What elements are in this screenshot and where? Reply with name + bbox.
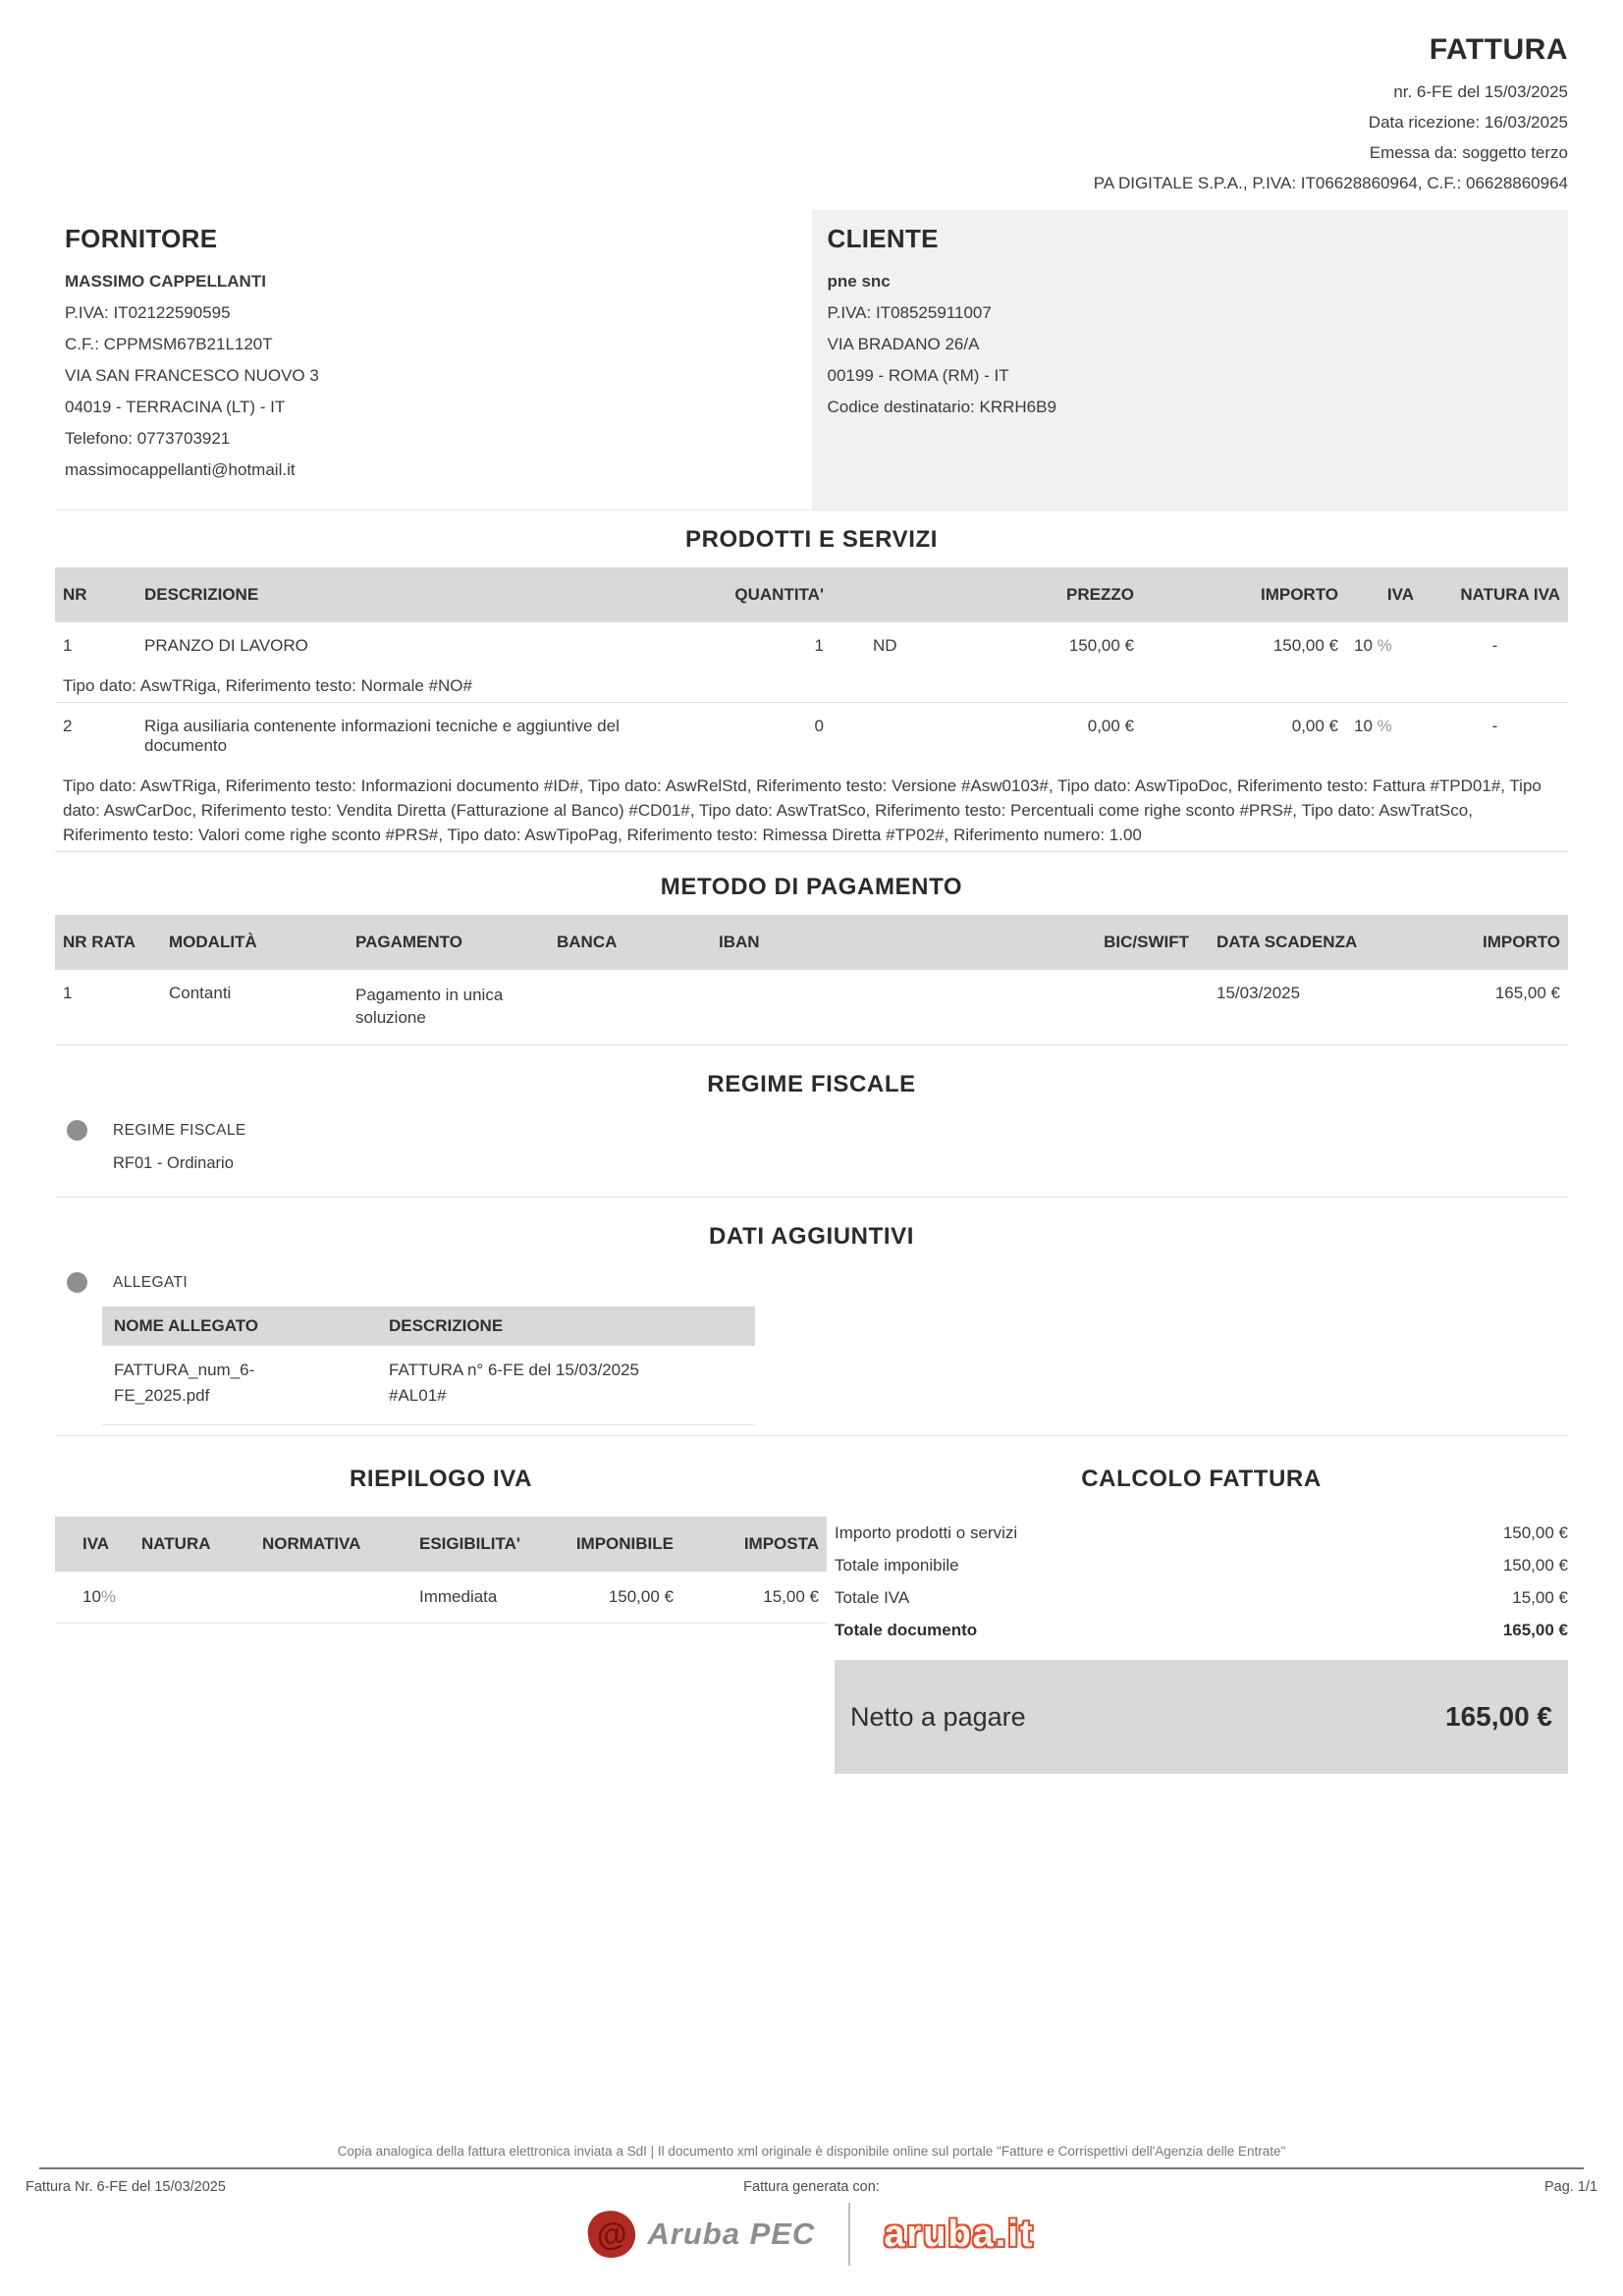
payment-amount: 165,00 € [1494,984,1560,1002]
col-header-importo: IMPORTO [1403,915,1568,970]
supplier-phone: Telefono: 0773703921 [65,429,231,448]
aruba-pec-logo [588,2211,815,2258]
product-row [55,622,1568,703]
vat-percent-sign: % [100,1587,117,1606]
product-vat [1346,622,1422,660]
attachment-description-text: FATTURA n° 6-FE del 15/03/2025 #AL01# [389,1361,639,1405]
calc-label: Totale imponibile [835,1556,959,1575]
customer-address: VIA BRADANO 26/A [827,335,980,353]
invoice-calc-rows [835,1517,1568,1646]
product-quantity: 0 [814,717,824,735]
col-header-scadenza: DATA SCADENZA [1197,915,1403,970]
regime-section-title: REGIME FISCALE [707,1071,916,1097]
payment-nr: 1 [63,984,73,1002]
invoice-calc-block [827,1466,1568,1774]
col-header-imposta: IMPOSTA [681,1517,827,1572]
attachment-description [377,1346,755,1425]
supplier-address: VIA SAN FRANCESCO NUOVO 3 [65,366,319,385]
net-to-pay-label: Netto a pagare [850,1701,1026,1732]
attachment-file-name [102,1346,377,1425]
vat-percent-sign: % [1377,636,1392,655]
col-header-nome-allegato: NOME ALLEGATO [102,1307,377,1346]
col-header-prezzo: PREZZO [968,567,1142,622]
col-header-nr: NR [55,567,136,622]
summary-section [55,1466,1568,1774]
section-divider [55,1435,1568,1436]
supplier-email: massimocappellanti@hotmail.it [65,460,296,479]
supplier-vat: P.IVA: IT02122590595 [65,303,231,322]
col-header-natura: NATURA [134,1517,254,1572]
product-vat [1346,703,1422,761]
col-header-descrizione: DESCRIZIONE [136,567,711,622]
attachments-table [102,1307,755,1425]
col-header-esigibilita: ESIGIBILITA' [411,1517,549,1572]
col-header-modalita: MODALITÀ [161,915,348,970]
section-divider [55,1197,1568,1198]
footer-page-number: Pag. 1/1 [1544,2179,1598,2195]
vat-normativa [254,1572,411,1624]
supplier-block [55,210,812,509]
vat-summary-row [55,1572,827,1624]
document-header [0,0,1623,198]
col-header-banca: BANCA [549,915,711,970]
vat-summary-header [55,1517,827,1572]
calc-row-products [835,1517,1568,1549]
product-amount: 0,00 € [1291,717,1338,735]
product-quantity: 1 [814,636,824,655]
calc-value: 15,00 € [1512,1588,1568,1607]
issued-by-line: Emessa da: soggetto terzo [1369,143,1568,162]
vat-imposta: 15,00 € [681,1572,827,1624]
supplier-name: MASSIMO CAPPELLANTI [65,272,266,291]
bullet-icon [67,1272,87,1293]
col-header-imponibile: IMPONIBILE [549,1517,681,1572]
footer-disclaimer: Copia analogica della fattura elettronica inviata a SdI | Il documento xml originale è disponibile online sul portale "Fatture e Corrispettivi dell'Agenzia delle Entrate" [337,2144,1286,2159]
product-nr: 1 [63,636,73,655]
product-nr: 2 [63,717,73,735]
col-header-iva: IVA [55,1517,134,1572]
customer-name: pne snc [827,272,891,291]
page-title: FATTURA [1429,33,1568,66]
product-unit [832,703,968,761]
col-header-importo: IMPORTO [1142,567,1346,622]
calc-row-vat [835,1581,1568,1614]
vat-value: 10 [1354,717,1373,735]
customer-vat: P.IVA: IT08525911007 [827,303,992,322]
attachments-bullet-row [67,1272,1568,1293]
calc-label: Importo prodotti o servizi [835,1523,1018,1542]
col-header-um [832,567,968,622]
payment-table-header [55,915,1568,970]
additional-data-section-title: DATI AGGIUNTIVI [709,1223,914,1250]
vat-summary-title: RIEPILOGO IVA [349,1466,533,1492]
col-header-iban: IBAN [711,915,1069,970]
col-header-quantita: QUANTITA' [711,567,832,622]
vat-rate-value: 10 [82,1587,101,1606]
calc-label: Totale documento [835,1621,978,1639]
receipt-date-line: Data ricezione: 16/03/2025 [1368,113,1568,132]
net-to-pay-value: 165,00 € [1445,1701,1552,1732]
payment-type: Pagamento in unica soluzione [355,986,504,1027]
vat-summary-block [55,1466,827,1774]
col-header-iva: IVA [1346,567,1422,622]
col-header-bic: BIC/SWIFT [1069,915,1197,970]
col-header-nr-rata: NR RATA [55,915,161,970]
product-vat-nature: - [1491,636,1498,655]
vat-imponibile: 150,00 € [549,1572,681,1624]
logo-divider [848,2203,850,2266]
product-price: 0,00 € [1087,717,1134,735]
bullet-icon [67,1120,87,1141]
col-header-natura-iva: NATURA IVA [1422,567,1568,622]
customer-sdi-code: Codice destinatario: KRRH6B9 [827,398,1056,416]
payment-row [55,970,1568,1045]
product-description: PRANZO DI LAVORO [144,636,308,655]
supplier-heading: FORNITORE [65,224,218,253]
vat-summary-table [55,1517,827,1624]
products-table-header [55,567,1568,622]
products-table [55,567,1568,852]
calc-value: 165,00 € [1502,1621,1568,1639]
payment-table [55,915,1568,1045]
intermediary-line: PA DIGITALE S.P.A., P.IVA: IT06628860964, C.F.: 06628860964 [1093,174,1568,192]
vat-nature [134,1572,254,1624]
product-vat-nature: - [1491,717,1498,735]
customer-city: 00199 - ROMA (RM) - IT [827,366,1009,385]
regime-bullet-row [67,1120,1568,1141]
vat-value: 10 [1354,636,1373,655]
parties-section [55,210,1568,510]
attachments-table-header [102,1307,755,1346]
calc-label: Totale IVA [835,1588,910,1607]
calc-value: 150,00 € [1502,1523,1568,1542]
vat-rate [55,1572,134,1624]
product-description: Riga ausiliaria contenente informazioni tecniche e aggiuntive del documento [144,717,620,755]
product-detail: Tipo dato: AswTRiga, Riferimento testo: Normale #NO# [63,676,472,695]
invoice-calc-title: CALCOLO FATTURA [1081,1466,1322,1492]
customer-block [812,210,1569,509]
attachment-file-name-text: FATTURA_num_6-FE_2025.pdf [114,1361,255,1405]
aruba-pec-logo-text: Aruba PEC [647,2216,816,2251]
page-footer [0,2144,1623,2266]
product-row [55,703,1568,852]
net-to-pay-box [835,1660,1568,1774]
product-detail: Tipo dato: AswTRiga, Riferimento testo: Informazioni documento #ID#, Tipo dato: AswRelStd, Riferimento testo: Versione #Asw0103#, Tipo dato: AswTipoDoc, Riferimento testo: Fattura #TPD01#, Tipo dato: AswCarDoc, Riferimento testo: Vendita Diretta (Fatturazione al Banco) #CD01#, Tipo dato: AswTratSco, Riferimento testo: Percentuali come righe sconto #PRS#, Tipo dato: AswTratSco, Riferimento testo: Valori come righe sconto #PRS#, Tipo dato: AswTipoPag, Riferimento testo: Rimessa Diretta #TP02#, Riferimento numero: 1.00 [63,776,1542,844]
product-unit: ND [873,636,897,655]
customer-heading: CLIENTE [827,224,939,253]
supplier-fiscal-code: C.F.: CPPMSM67B21L120T [65,335,273,353]
footer-generated-with: Fattura generata con: [743,2179,880,2195]
payment-mode: Contanti [169,984,232,1002]
vat-percent-sign: % [1377,717,1392,735]
vat-esigibilita: Immediata [411,1572,549,1624]
footer-info-row [0,2169,1623,2195]
payment-bic [1069,970,1197,1045]
aruba-it-logo: aruba.it [884,2213,1035,2255]
regime-label: REGIME FISCALE [113,1121,246,1139]
product-amount: 150,00 € [1272,636,1338,655]
aruba-pec-seal-icon: @ [585,2208,638,2261]
payment-bank [549,970,711,1045]
calc-row-taxable [835,1549,1568,1581]
attachment-row [102,1346,755,1425]
supplier-city: 04019 - TERRACINA (LT) - IT [65,398,286,416]
regime-value: RF01 - Ordinario [113,1154,234,1172]
col-header-pagamento: PAGAMENTO [348,915,549,970]
payment-due-date: 15/03/2025 [1217,984,1301,1002]
invoice-number-line: nr. 6-FE del 15/03/2025 [1393,82,1568,101]
col-header-descrizione-allegato: DESCRIZIONE [377,1307,755,1346]
product-price: 150,00 € [1068,636,1134,655]
calc-value: 150,00 € [1502,1556,1568,1575]
attachments-label: ALLEGATI [113,1273,189,1291]
calc-row-total [835,1614,1568,1646]
col-header-normativa: NORMATIVA [254,1517,411,1572]
footer-logos [0,2203,1623,2266]
payment-section-title: METODO DI PAGAMENTO [660,874,963,900]
products-section-title: PRODOTTI E SERVIZI [684,526,939,553]
footer-doc-ref: Fattura Nr. 6-FE del 15/03/2025 [26,2179,226,2195]
payment-iban [711,970,1069,1045]
